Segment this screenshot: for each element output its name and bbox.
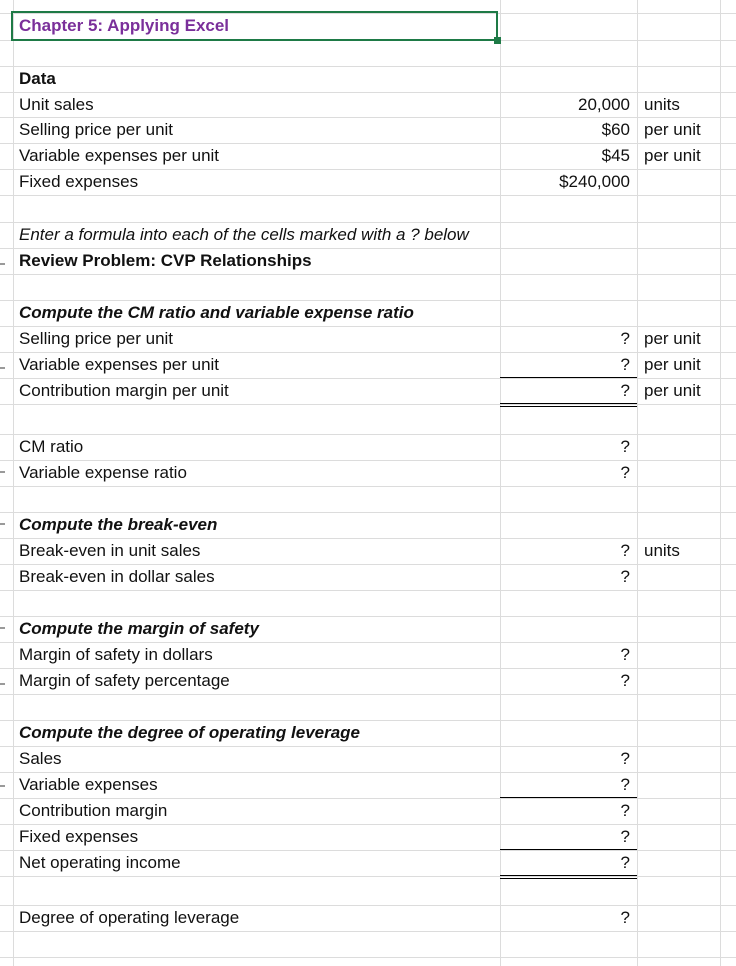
data-value-selling-price[interactable]: $60 (601, 120, 630, 139)
data-label-fixed-expenses[interactable]: Fixed expenses (19, 172, 139, 191)
cm-ratio-label[interactable]: CM ratio (19, 437, 84, 456)
cm-label-contribution-margin[interactable]: Contribution margin per unit (19, 381, 229, 400)
margin-safety-percent-label[interactable]: Margin of safety percentage (19, 671, 230, 690)
dol-result-label[interactable]: Degree of operating leverage (19, 908, 240, 927)
data-label-selling-price[interactable]: Selling price per unit (19, 120, 174, 139)
data-label-variable-expenses[interactable]: Variable expenses per unit (19, 146, 220, 165)
cm-unit-variable-expenses[interactable]: per unit (644, 355, 701, 374)
cm-unit-contribution-margin[interactable]: per unit (644, 381, 701, 400)
single-underline (500, 849, 637, 850)
single-underline (500, 377, 637, 378)
breakeven-dollars-value[interactable]: ? (620, 567, 630, 586)
cm-label-selling-price[interactable]: Selling price per unit (19, 329, 174, 348)
double-underline-bottom (500, 878, 637, 879)
cm-value-selling-price[interactable]: ? (620, 329, 630, 348)
sheet-title[interactable]: Chapter 5: Applying Excel (19, 16, 230, 35)
dol-fixed-expenses-label[interactable]: Fixed expenses (19, 827, 139, 846)
breakeven-heading[interactable]: Compute the break-even (19, 515, 218, 534)
variable-expense-ratio-value[interactable]: ? (620, 463, 630, 482)
data-unit-selling-price[interactable]: per unit (644, 120, 701, 139)
dol-net-operating-income-label[interactable]: Net operating income (19, 853, 181, 872)
dol-contribution-margin-label[interactable]: Contribution margin (19, 801, 168, 820)
review-problem-title[interactable]: Review Problem: CVP Relationships (19, 251, 312, 270)
margin-safety-dollars-label[interactable]: Margin of safety in dollars (19, 645, 213, 664)
double-underline-top (500, 875, 637, 876)
dol-sales-value[interactable]: ? (620, 749, 630, 768)
breakeven-units-value[interactable]: ? (620, 541, 630, 560)
cm-section-heading[interactable]: Compute the CM ratio and variable expense ratio (19, 303, 414, 322)
cm-unit-selling-price[interactable]: per unit (644, 329, 701, 348)
data-heading[interactable]: Data (19, 69, 56, 88)
dol-sales-label[interactable]: Sales (19, 749, 62, 768)
dol-net-operating-income-value[interactable]: ? (620, 853, 630, 872)
double-underline-top (500, 403, 637, 404)
dol-variable-expenses-value[interactable]: ? (620, 775, 630, 794)
margin-safety-percent-value[interactable]: ? (620, 671, 630, 690)
data-value-variable-expenses[interactable]: $45 (601, 146, 630, 165)
breakeven-units-label[interactable]: Break-even in unit sales (19, 541, 201, 560)
dol-result-value[interactable]: ? (620, 908, 630, 927)
fill-handle[interactable] (494, 37, 501, 44)
instruction-text[interactable]: Enter a formula into each of the cells marked with a ? below (19, 225, 469, 244)
dol-fixed-expenses-value[interactable]: ? (620, 827, 630, 846)
cm-value-variable-expenses[interactable]: ? (620, 355, 630, 374)
margin-safety-heading[interactable]: Compute the margin of safety (19, 619, 259, 638)
cm-label-variable-expenses[interactable]: Variable expenses per unit (19, 355, 220, 374)
dol-heading[interactable]: Compute the degree of operating leverage (19, 723, 361, 742)
breakeven-units-unit[interactable]: units (644, 541, 680, 560)
data-label-unit-sales[interactable]: Unit sales (19, 95, 94, 114)
data-value-unit-sales[interactable]: 20,000 (578, 95, 630, 114)
data-value-fixed-expenses[interactable]: $240,000 (559, 172, 630, 191)
cm-ratio-value[interactable]: ? (620, 437, 630, 456)
margin-safety-dollars-value[interactable]: ? (620, 645, 630, 664)
double-underline-bottom (500, 406, 637, 407)
variable-expense-ratio-label[interactable]: Variable expense ratio (19, 463, 187, 482)
breakeven-dollars-label[interactable]: Break-even in dollar sales (19, 567, 215, 586)
dol-contribution-margin-value[interactable]: ? (620, 801, 630, 820)
single-underline (500, 797, 637, 798)
cm-value-contribution-margin[interactable]: ? (620, 381, 630, 400)
dol-variable-expenses-label[interactable]: Variable expenses (19, 775, 158, 794)
data-unit-unit-sales[interactable]: units (644, 95, 680, 114)
data-unit-variable-expenses[interactable]: per unit (644, 146, 701, 165)
